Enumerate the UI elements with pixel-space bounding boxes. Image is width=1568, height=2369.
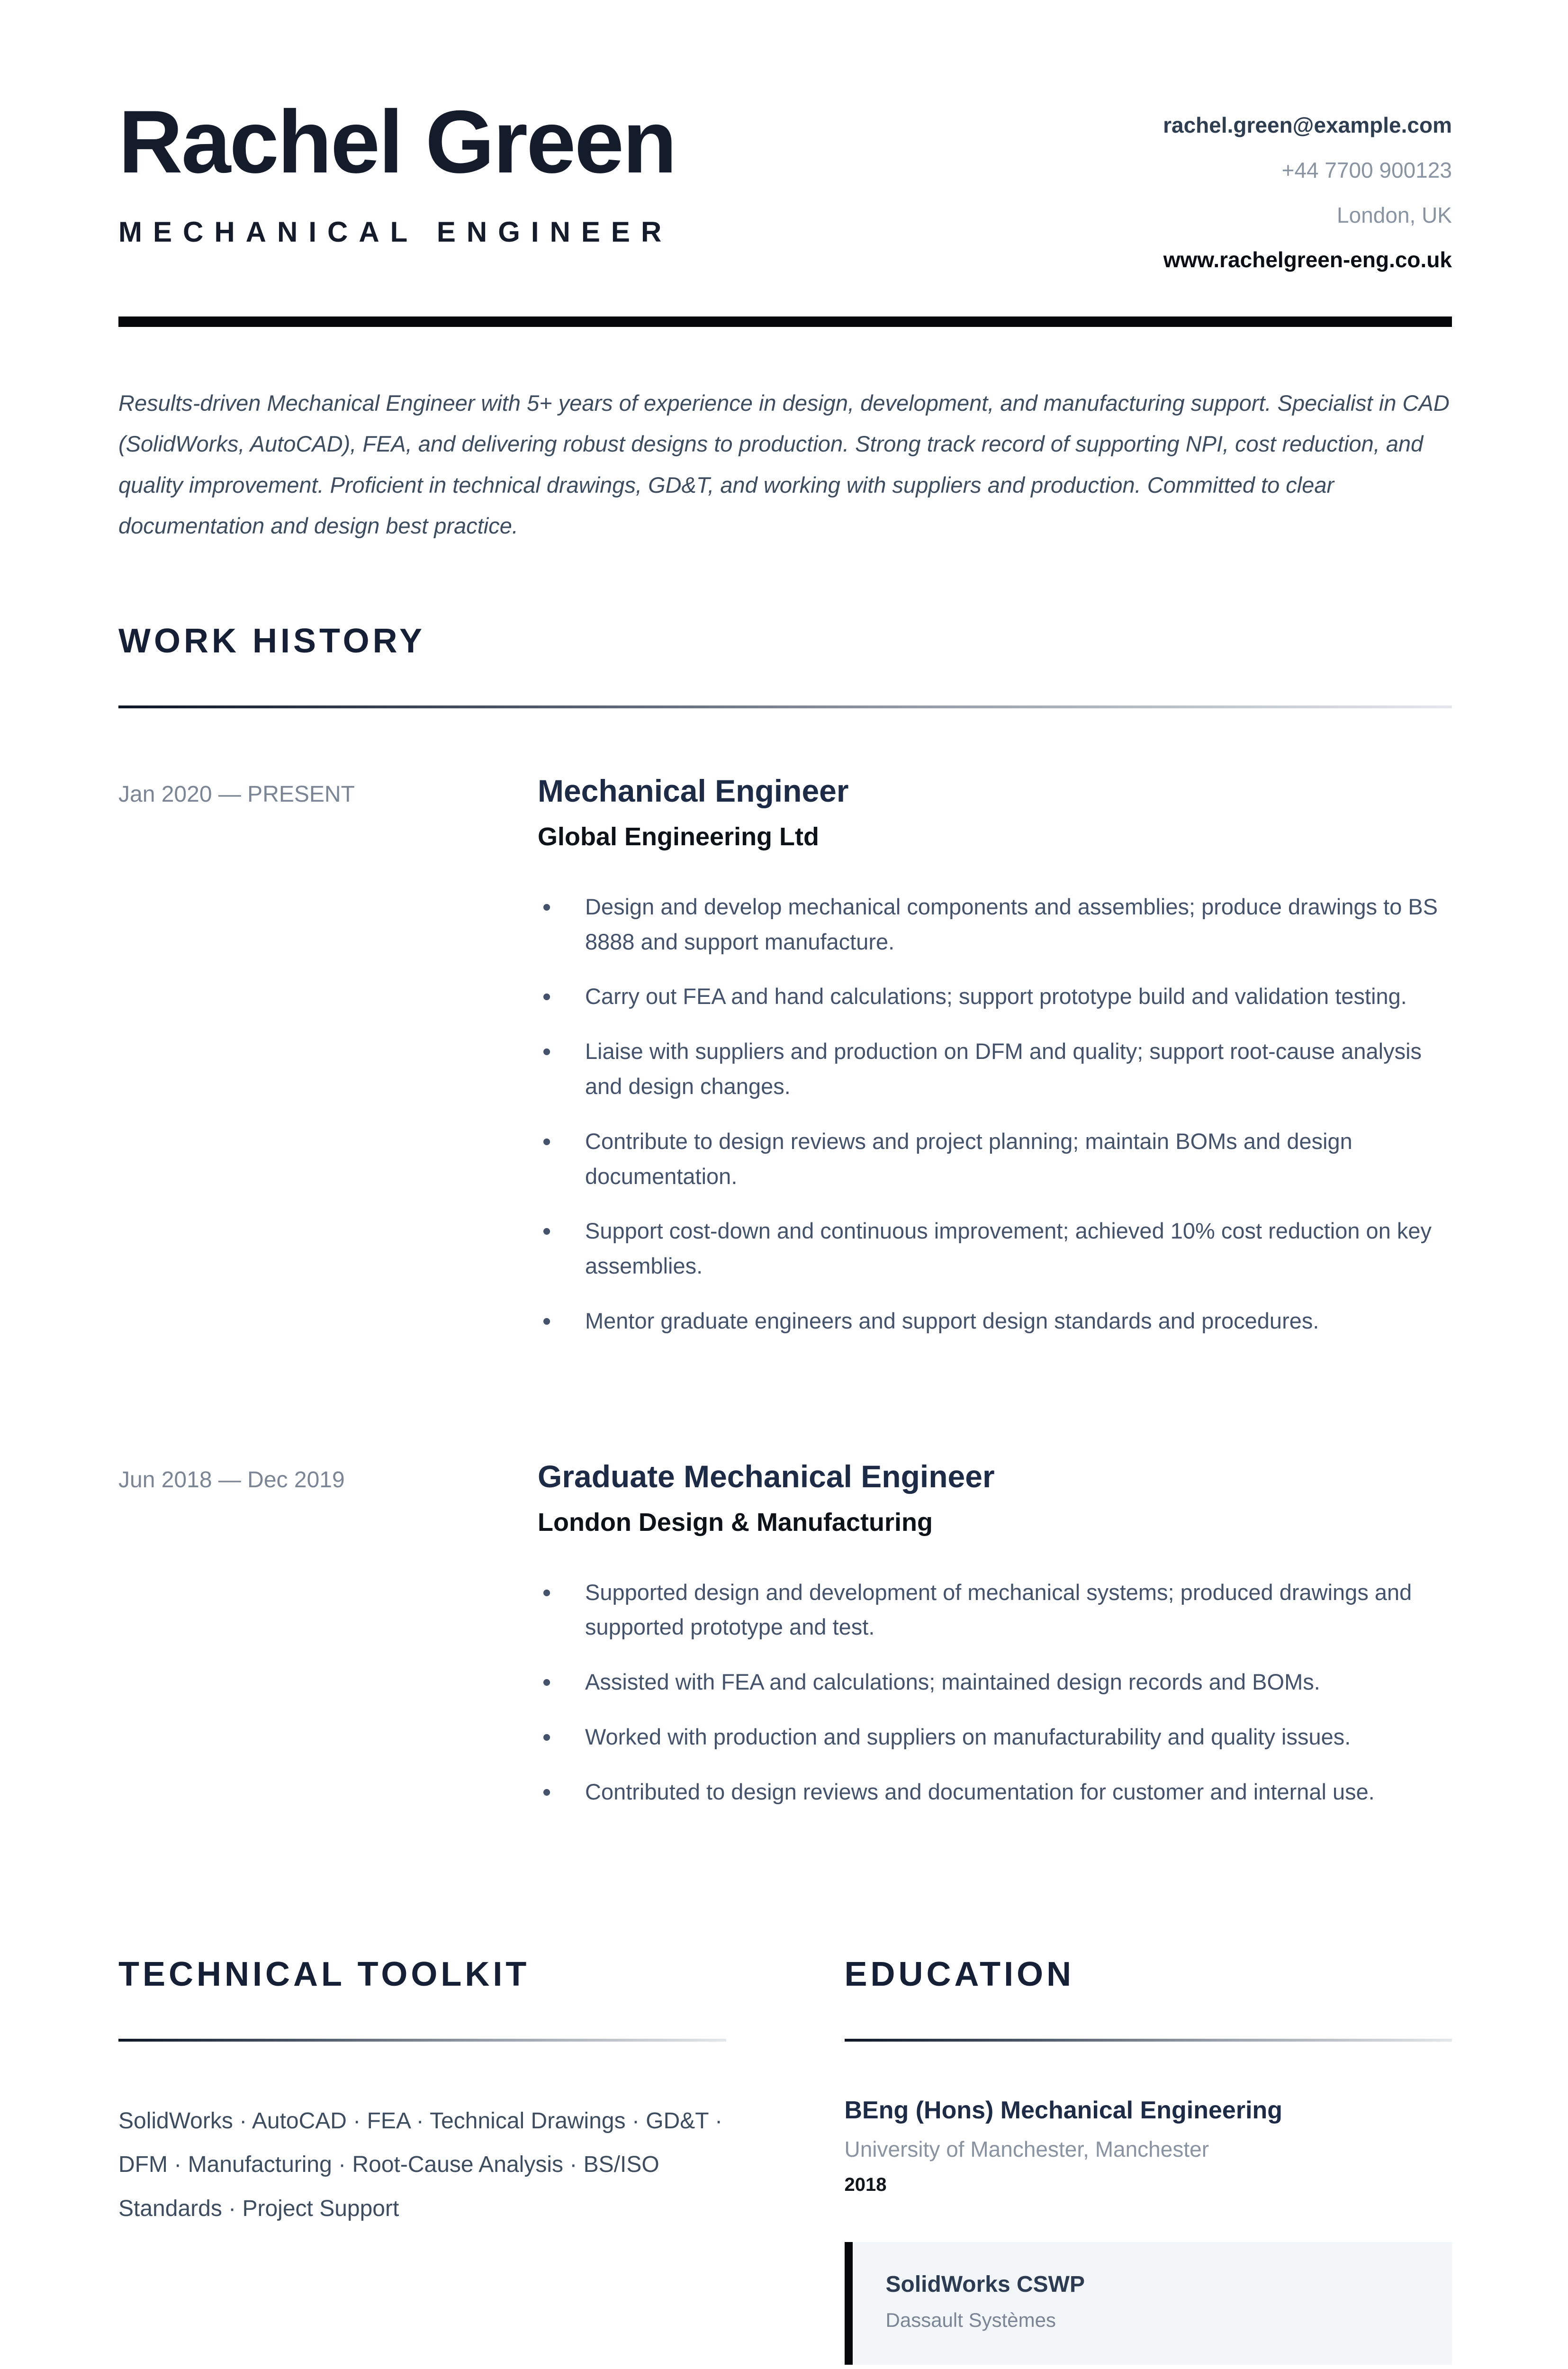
education-heading: EDUCATION: [844, 1955, 1075, 1993]
person-role-title: MECHANICAL ENGINEER: [118, 216, 673, 248]
contact-location: London, UK: [1337, 202, 1452, 227]
job-bullet-list: [538, 1575, 1452, 1809]
toolkit-skills-text: SolidWorks · AutoCAD · FEA · Technical Drawings · GD&T · DFM · Manufacturing · Root-Cause Analysis · BS/ISO Standards · Project Support: [118, 2108, 723, 2221]
job-title: Graduate Mechanical Engineer: [538, 1458, 995, 1494]
certification-card: [845, 2242, 1452, 2365]
job-dates: Jun 2018 — Dec 2019: [118, 1467, 345, 1492]
job-title: Mechanical Engineer: [538, 773, 849, 808]
education-degree: BEng (Hons) Mechanical Engineering: [844, 2096, 1283, 2124]
job-dates: Jan 2020 — PRESENT: [118, 781, 355, 807]
bottom-columns: [118, 1955, 1452, 2365]
education-school: University of Manchester, Manchester: [844, 2136, 1209, 2161]
contact-website: www.rachelgreen-eng.co.uk: [1163, 247, 1452, 272]
education-section: [845, 1955, 1452, 2365]
professional-summary: Results-driven Mechanical Engineer with 5+ years of experience in design, development, and manufacturing support. Specialist in CAD (SolidWorks, AutoCAD), FEA, and delivering robust designs to production. Strong track record of supporting NPI, cost reduction, and quality improvement. Proficient in technical drawings, GD&T, and working with suppliers and production. Committed to clear documentation and design best practice.: [118, 390, 1450, 539]
contact-email: rachel.green@example.com: [1163, 113, 1452, 137]
bullet-item: • Mentor graduate engineers and support design standards and procedures.: [538, 1303, 1452, 1338]
bullet-item: • Liaise with suppliers and production on DFM and quality; support root-cause analysis and design changes.: [538, 1034, 1452, 1104]
job-entry: [118, 1460, 1452, 1829]
person-name: Rachel Green: [118, 92, 676, 191]
header-identity: [118, 92, 676, 248]
section-rule: [118, 705, 1452, 708]
job-entry: [118, 775, 1452, 1358]
bullet-item: • Contributed to design reviews and documentation for customer and internal use.: [538, 1774, 1452, 1809]
header-divider-bar: [118, 316, 1452, 327]
contact-block: [1163, 97, 1452, 282]
certification-issuer: Dassault Systèmes: [885, 2308, 1056, 2331]
technical-toolkit-section: [118, 1955, 726, 2365]
job-company: Global Engineering Ltd: [538, 822, 819, 851]
section-rule: [845, 2039, 1452, 2042]
job-details: [538, 775, 1452, 1358]
bullet-item: • Contribute to design reviews and project planning; maintain BOMs and design documentation.: [538, 1124, 1452, 1194]
education-year: 2018: [844, 2174, 887, 2195]
header: [118, 92, 1452, 282]
work-history-heading: WORK HISTORY: [118, 622, 426, 660]
bullet-item: • Supported design and development of mechanical systems; produced drawings and supported prototype and test.: [538, 1575, 1452, 1645]
section-rule: [118, 2039, 726, 2042]
job-company: London Design & Manufacturing: [538, 1508, 933, 1537]
work-history-section: [118, 622, 1452, 1829]
job-details: [538, 1460, 1452, 1829]
certification-name: SolidWorks CSWP: [885, 2271, 1085, 2297]
bullet-item: • Support cost-down and continuous improvement; achieved 10% cost reduction on key assemblies.: [538, 1213, 1452, 1284]
job-bullet-list: [538, 889, 1452, 1338]
technical-toolkit-heading: TECHNICAL TOOLKIT: [118, 1955, 530, 1993]
contact-phone: +44 7700 900123: [1281, 157, 1452, 182]
bullet-item: • Worked with production and suppliers on manufacturability and quality issues.: [538, 1719, 1452, 1754]
bullet-item: • Design and develop mechanical components and assemblies; produce drawings to BS 8888 and support manufacture.: [538, 889, 1452, 959]
bullet-item: • Carry out FEA and hand calculations; support prototype build and validation testing.: [538, 979, 1452, 1014]
bullet-item: • Assisted with FEA and calculations; maintained design records and BOMs.: [538, 1664, 1452, 1700]
